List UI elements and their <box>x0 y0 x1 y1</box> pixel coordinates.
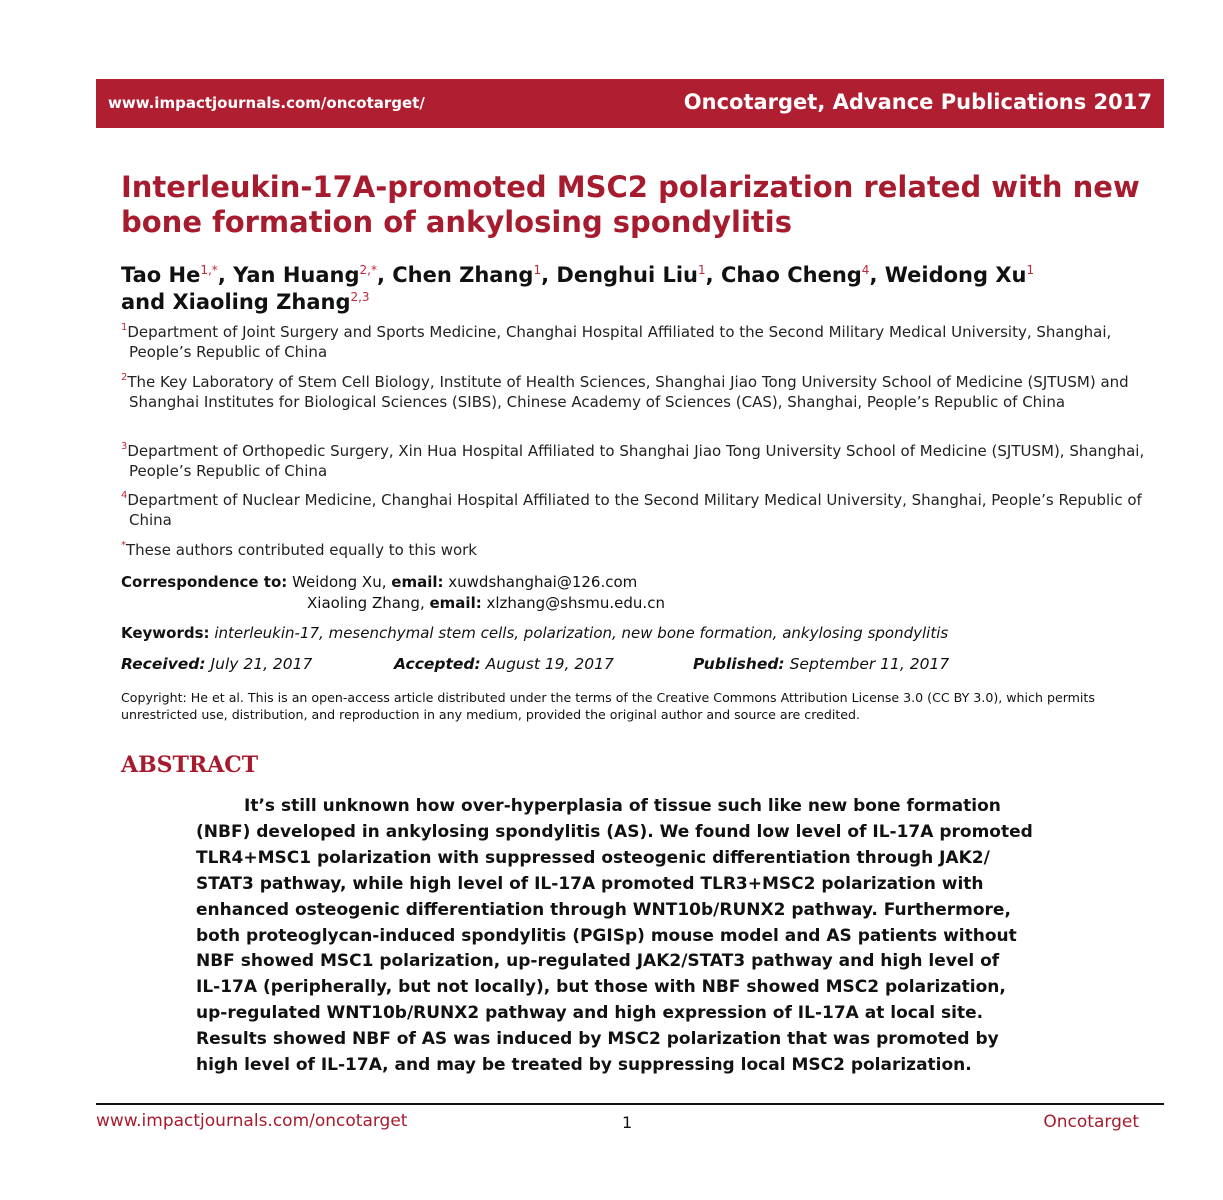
copyright-notice: Copyright: He et al. This is an open-access article distributed under the terms of the Creative Commons Attribution License 3.0 (CC BY 3.0), which permits unrestricted use, distribution, and reproduction in any medium, provided the original author and source are credited. <box>121 690 1095 722</box>
abstract-body <box>196 794 1076 1079</box>
abstract-line: high level of IL-17A, and may be treated by suppressing local MSC2 polarization. <box>196 1055 972 1076</box>
author-affiliation-mark: 4 <box>861 263 870 277</box>
banner-journal-name: Oncotarget, Advance Publications 2017 <box>683 90 1152 114</box>
correspondence-email[interactable]: xlzhang@shsmu.edu.cn <box>486 594 665 612</box>
banner-url[interactable]: www.impactjournals.com/oncotarget/ <box>108 94 425 112</box>
author-name: Chao Cheng <box>720 263 862 287</box>
affiliation-1 <box>121 322 1151 362</box>
footer-divider <box>96 1103 1164 1105</box>
author-affiliation-mark: 2,3 <box>350 290 370 304</box>
affiliation-text: Department of Nuclear Medicine, Changhai Hospital Affiliated to the Second Military Medical University, Shanghai, People’s Republic of China <box>127 491 1142 529</box>
received-label: Received: <box>121 655 206 673</box>
accepted-value: August 19, 2017 <box>485 655 614 673</box>
author-affiliation-mark: 2,* <box>359 263 377 277</box>
correspondence-name: Weidong Xu, <box>292 573 387 591</box>
received-date <box>121 655 312 673</box>
keywords <box>121 624 948 642</box>
page-number: 1 <box>622 1113 633 1132</box>
published-value: September 11, 2017 <box>789 655 950 673</box>
affiliation-text: The Key Laboratory of Stem Cell Biology, Institute of Health Sciences, Shanghai Jiao Tong University School of Medicine (SJTUSM) and Shanghai Institutes for Biological Sciences (SIBS), Chinese Academy of Sciences (CAS), Shanghai, People’s Republic of China <box>127 373 1129 411</box>
affiliation-mark: 2 <box>121 372 128 383</box>
affiliation-text: Department of Joint Surgery and Sports Medicine, Changhai Hospital Affiliated to the Second Military Medical University, Shanghai, People’s Republic of China <box>127 323 1112 361</box>
affiliation-mark: 4 <box>121 490 128 501</box>
author-affiliation-mark: 1,* <box>200 263 218 277</box>
keywords-text: interleukin-17, mesenchymal stem cells, polarization, new bone formation, ankylosing spondylitis <box>214 624 949 642</box>
abstract-line: TLR4+MSC1 polarization with suppressed osteogenic differentiation through JAK2/ <box>196 847 990 868</box>
abstract-line: It’s still unknown how over-hyperplasia of tissue such like new bone formation <box>244 796 1001 816</box>
abstract-line: Results showed NBF of AS was induced by MSC2 polarization that was promoted by <box>196 1029 999 1050</box>
keywords-label: Keywords: <box>121 624 210 642</box>
affiliation-4 <box>121 490 1151 530</box>
footer-url[interactable]: www.impactjournals.com/oncotarget <box>96 1111 408 1131</box>
published-date <box>693 655 949 673</box>
author-affiliation-mark: 1 <box>1026 263 1035 277</box>
affiliation-text: Department of Orthopedic Surgery, Xin Hua Hospital Affiliated to Shanghai Jiao Tong University School of Medicine (SJTUSM), Shanghai, People’s Republic of China <box>127 442 1145 480</box>
author-name: Xiaoling Zhang <box>172 290 351 314</box>
affiliation-mark: 1 <box>121 322 128 333</box>
author-name: Chen Zhang <box>392 263 534 287</box>
affiliation-2 <box>121 372 1151 412</box>
abstract-line: both proteoglycan-induced spondylitis (PGISp) mouse model and AS patients without <box>196 925 1017 946</box>
author-name: Weidong Xu <box>884 263 1027 287</box>
affiliation-text: These authors contributed equally to this work <box>126 541 477 559</box>
abstract-line: IL-17A (peripherally, but not locally), but those with NBF showed MSC2 polarization, <box>196 977 1006 998</box>
author-name: Yan Huang <box>233 263 360 287</box>
accepted-date <box>394 655 614 673</box>
article-title: Interleukin-17A-promoted MSC2 polarization related with new bone formation of ankylosing spondylitis <box>121 170 1140 239</box>
author-list: Tao $He^{1,*}$, Yan Huang$^{2,*}$, Chen Zhang$^1$, Denghui Liu$^1$, Chao Cheng$^4$, Weidong Xu$^1$ and Xiaoling Zhang$^{2,3}$ <box>121 263 1035 314</box>
author-affiliation-mark: 1 <box>698 263 706 277</box>
received-value: July 21, 2017 <box>210 655 313 673</box>
author-name: Denghui Liu <box>556 263 698 287</box>
correspondence-label: Correspondence to: <box>121 573 288 591</box>
correspondence-name: Xiaoling Zhang, <box>307 594 425 612</box>
footer-journal-name: Oncotarget <box>1043 1112 1139 1132</box>
affiliation-mark: 3 <box>121 441 128 452</box>
affiliation-3 <box>121 441 1151 481</box>
abstract-line: enhanced osteogenic differentiation through WNT10b/RUNX2 pathway. Furthermore, <box>196 899 1011 920</box>
author-affiliation-mark: 1 <box>533 263 542 277</box>
correspondence-email[interactable]: xuwdshanghai@126.com <box>448 573 638 591</box>
abstract-line: STAT3 pathway, while high level of IL-17A promoted TLR3+MSC2 polarization with <box>196 873 984 894</box>
email-label: email: <box>391 573 444 591</box>
abstract-line: (NBF) developed in ankylosing spondylitis (AS). We found low level of IL-17A promoted <box>196 821 1033 842</box>
author-name: Tao He <box>121 263 201 287</box>
journal-banner <box>96 79 1164 128</box>
correspondence <box>121 572 665 614</box>
accepted-label: Accepted: <box>394 655 481 673</box>
equal-contribution-note <box>121 540 1151 560</box>
abstract-heading: ABSTRACT <box>121 752 259 778</box>
affiliation-mark: * <box>121 540 126 551</box>
abstract-line: NBF showed MSC1 polarization, up-regulated JAK2/STAT3 pathway and high level of <box>196 951 1000 972</box>
abstract-line: up-regulated WNT10b/RUNX2 pathway and high expression of IL-17A at local site. <box>196 1003 984 1024</box>
email-label: email: <box>429 594 482 612</box>
published-label: Published: <box>693 655 785 673</box>
